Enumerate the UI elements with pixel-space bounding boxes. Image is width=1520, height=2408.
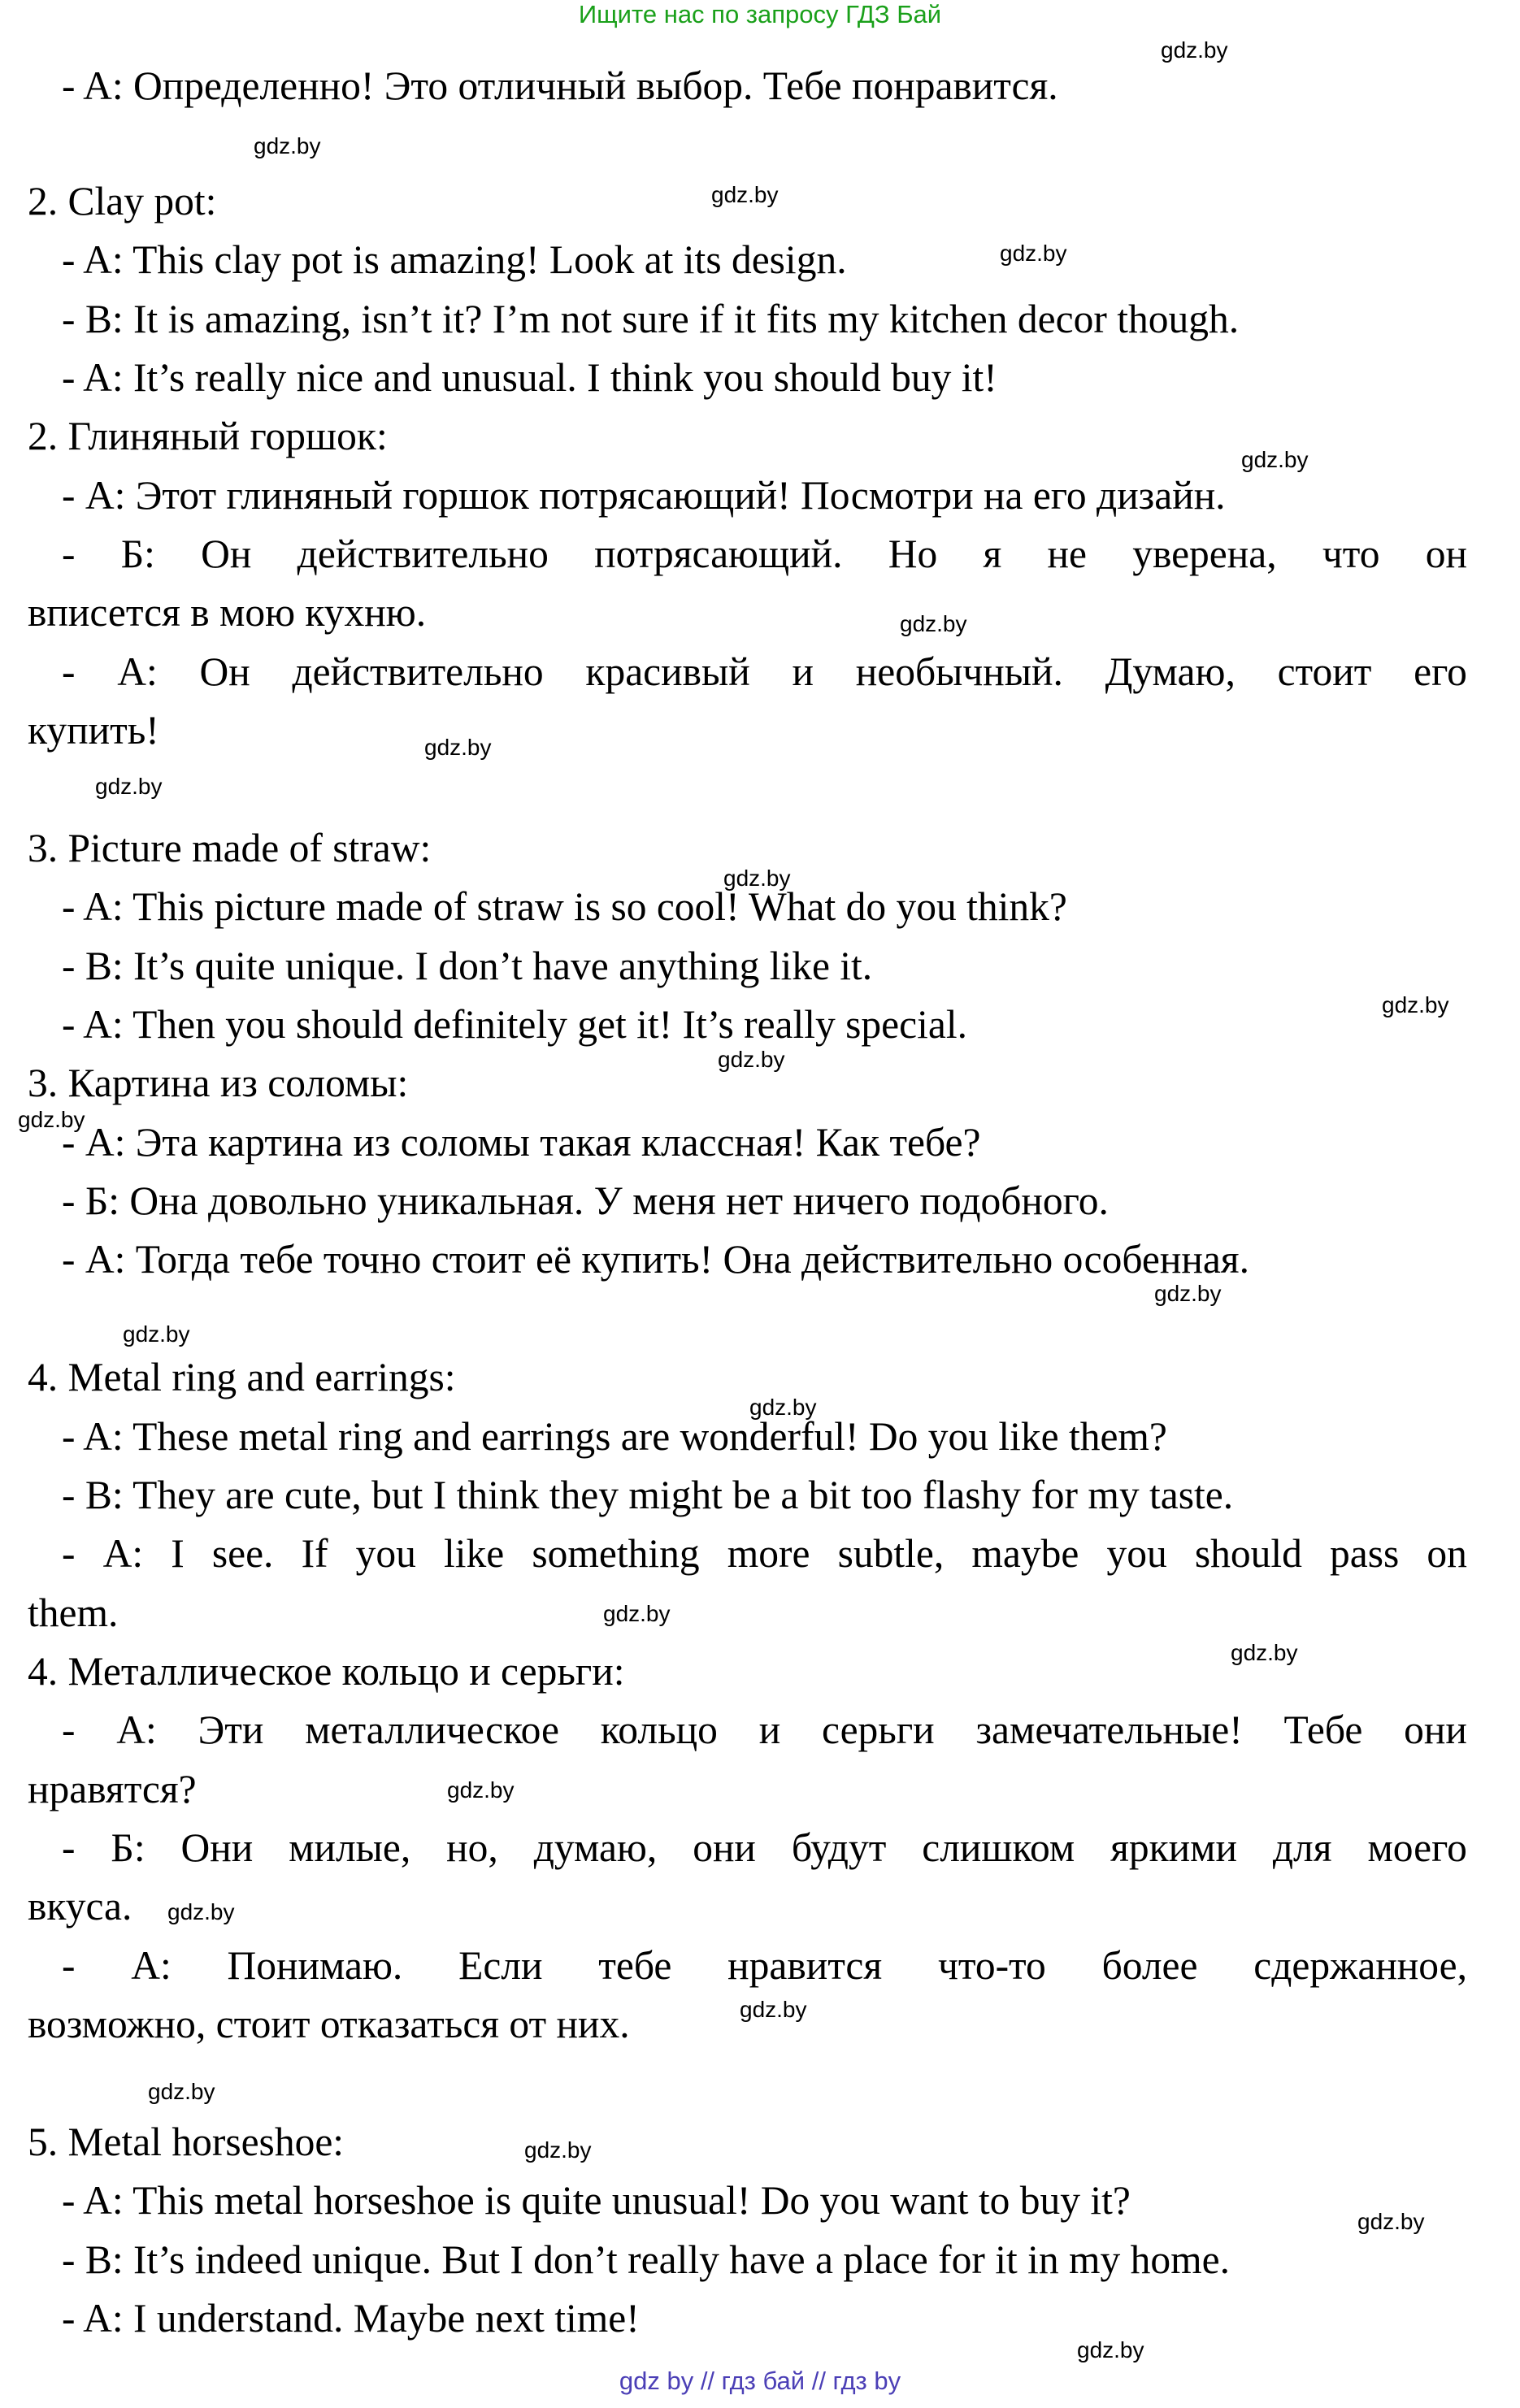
word: нравится [727, 1943, 883, 1988]
word: Они [180, 1825, 254, 1870]
word: металлическое [305, 1707, 559, 1752]
dialogue-line: - А: Тогда тебе точно стоит её купить! Она действительно особенная. [62, 1237, 1249, 1282]
word: like [444, 1531, 505, 1576]
watermark: gdz.by [711, 182, 779, 207]
watermark: gdz.by [1161, 37, 1228, 63]
dialogue-line: - B: It’s indeed unique. But I don’t really have a place for it in my home. [62, 2237, 1230, 2282]
watermark: gdz.by [18, 1107, 85, 1132]
watermark: gdz.by [603, 1601, 671, 1626]
word: If [301, 1531, 328, 1576]
word: Эти [198, 1707, 264, 1752]
word: более [1101, 1943, 1198, 1988]
dialogue-line: - B: It is amazing, isn’t it? I’m not sure if it fits my kitchen decor though. [62, 297, 1240, 341]
word: он [1425, 531, 1467, 576]
footer-links: gdz by // гдз бай // гдз by [619, 2367, 901, 2395]
word: maybe [971, 1531, 1079, 1576]
word: Он [199, 649, 250, 694]
word: действительно [297, 531, 549, 576]
word: - [62, 1531, 76, 1576]
watermark: gdz.by [167, 1899, 235, 1924]
word: should [1194, 1531, 1302, 1576]
word: думаю, [533, 1825, 658, 1870]
dialogue-line-continuation: нравятся? [28, 1767, 197, 1811]
dialogue-line: - Б: Она довольно уникальная. У меня нет ничего подобного. [62, 1178, 1109, 1223]
word: яркими [1110, 1825, 1237, 1870]
watermark: gdz.by [1382, 992, 1449, 1017]
watermark: gdz.by [1231, 1640, 1298, 1665]
word: Понимаю. [227, 1943, 403, 1988]
dialogue-line-continuation: купить! [28, 708, 159, 753]
word: замечательные! [975, 1707, 1243, 1752]
dialogue-line-justified [62, 1942, 1467, 1990]
word: они [693, 1825, 756, 1870]
dialogue-line-continuation: вписется в мою кухню. [28, 590, 427, 635]
word: Он [201, 531, 252, 576]
word: Думаю, [1105, 649, 1236, 694]
search-hint-banner: Ищите нас по запросу ГДЗ Бай [578, 0, 942, 28]
word: A: [102, 1531, 144, 1576]
watermark: gdz.by [718, 1047, 785, 1072]
word: I [171, 1531, 185, 1576]
watermark: gdz.by [148, 2079, 215, 2104]
watermark: gdz.by [447, 1777, 515, 1803]
word: - [62, 1825, 76, 1870]
dialogue-line-justified [62, 1529, 1467, 1578]
word: слишком [922, 1825, 1075, 1870]
word: они [1404, 1707, 1467, 1752]
dialogue-line: - A: This clay pot is amazing! Look at its design. [62, 237, 847, 282]
word: стоит [1277, 649, 1372, 694]
word: А: [131, 1943, 172, 1988]
word: милые, [289, 1825, 411, 1870]
dialogue-line: - A: Then you should definitely get it! It’s really special. [62, 1002, 967, 1047]
word: его [1414, 649, 1467, 694]
watermark: gdz.by [524, 2137, 592, 2163]
watermark: gdz.by [95, 774, 163, 799]
word: - [62, 1707, 76, 1752]
word: сдержанное, [1253, 1943, 1467, 1988]
word: Б: [111, 1825, 145, 1870]
word: on [1427, 1531, 1467, 1576]
word: для [1272, 1825, 1332, 1870]
section-heading: 3. Картина из соломы: [28, 1061, 409, 1105]
word: subtle, [837, 1531, 945, 1576]
word: you [1106, 1531, 1167, 1576]
word: А: [116, 1707, 157, 1752]
dialogue-line: - А: Эта картина из соломы такая классная! Как тебе? [62, 1120, 981, 1165]
dialogue-line: - B: They are cute, but I think they might be a bit too flashy for my taste. [62, 1473, 1234, 1517]
dialogue-line: - A: Определенно! Это отличный выбор. Тебе понравится. [62, 63, 1058, 108]
word: уверена, [1132, 531, 1277, 576]
dialogue-line-justified [62, 1706, 1467, 1755]
dialogue-line-justified [62, 1824, 1467, 1872]
word: Но [888, 531, 938, 576]
word: я [983, 531, 1002, 576]
section-heading: 2. Clay pot: [28, 179, 217, 223]
dialogue-line-continuation: возможно, стоит отказаться от них. [28, 2002, 630, 2046]
word: something [532, 1531, 700, 1576]
word: не [1047, 531, 1087, 576]
word: красивый [585, 649, 750, 694]
watermark: gdz.by [1241, 447, 1309, 472]
word: и [758, 1707, 781, 1752]
watermark: gdz.by [254, 133, 321, 158]
dialogue-line-justified [62, 530, 1467, 579]
watermark: gdz.by [749, 1395, 817, 1420]
word: Б: [120, 531, 155, 576]
dialogue-line: - A: It’s really nice and unusual. I think you should buy it! [62, 355, 997, 400]
word: будут [791, 1825, 887, 1870]
word: моего [1367, 1825, 1467, 1870]
word: серьги [822, 1707, 935, 1752]
section-heading: 3. Picture made of straw: [28, 826, 432, 870]
word: потрясающий. [594, 531, 843, 576]
word: и [792, 649, 814, 694]
word: you [355, 1531, 416, 1576]
dialogue-line: - A: This picture made of straw is so cool! What do you think? [62, 884, 1067, 929]
dialogue-line: - A: I understand. Maybe next time! [62, 2296, 640, 2341]
dialogue-line: - А: Этот глиняный горшок потрясающий! Посмотри на его дизайн. [62, 473, 1226, 518]
watermark: gdz.by [1000, 241, 1067, 266]
word: see. [211, 1531, 274, 1576]
watermark: gdz.by [424, 735, 492, 760]
word: тебе [598, 1943, 672, 1988]
word: А: [117, 649, 158, 694]
dialogue-line-justified [62, 648, 1467, 696]
section-heading: 4. Metal ring and earrings: [28, 1355, 456, 1399]
dialogue-line-continuation: вкуса. [28, 1884, 132, 1929]
watermark: gdz.by [740, 1997, 807, 2022]
dialogue-line-continuation: them. [28, 1590, 119, 1635]
watermark: gdz.by [1357, 2209, 1425, 2234]
dialogue-line: - B: It’s quite unique. I don’t have anything like it. [62, 944, 873, 988]
watermark: gdz.by [1154, 1281, 1222, 1306]
word: кольцо [600, 1707, 718, 1752]
word: - [62, 531, 76, 576]
word: что-то [937, 1943, 1046, 1988]
word: Если [458, 1943, 543, 1988]
section-heading: 4. Металлическое кольцо и серьги: [28, 1649, 625, 1694]
word: необычный. [855, 649, 1063, 694]
word: pass [1329, 1531, 1400, 1576]
word: но, [446, 1825, 498, 1870]
watermark: gdz.by [123, 1321, 190, 1347]
section-heading: 2. Глиняный горшок: [28, 414, 388, 458]
word: - [62, 1943, 76, 1988]
word: что [1322, 531, 1380, 576]
section-heading: 5. Metal horseshoe: [28, 2119, 345, 2164]
watermark: gdz.by [723, 866, 791, 891]
word: действительно [292, 649, 544, 694]
watermark: gdz.by [1077, 2337, 1144, 2362]
word: more [727, 1531, 810, 1576]
word: Тебе [1283, 1707, 1363, 1752]
word: - [62, 649, 76, 694]
dialogue-line: - A: These metal ring and earrings are wonderful! Do you like them? [62, 1414, 1167, 1459]
watermark: gdz.by [900, 611, 967, 636]
dialogue-line: - A: This metal horseshoe is quite unusual! Do you want to buy it? [62, 2178, 1131, 2223]
